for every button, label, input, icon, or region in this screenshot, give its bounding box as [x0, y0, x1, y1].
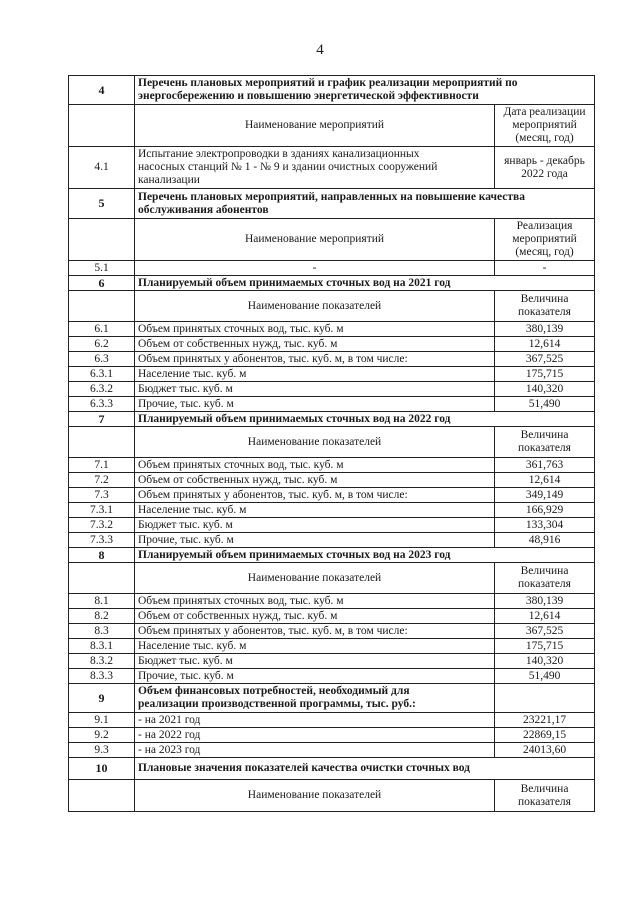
column-header-value: Реализация мероприятий (месяц, год) — [495, 219, 595, 261]
section-header — [69, 412, 595, 427]
column-header-value: Величина показателя — [495, 291, 595, 322]
section-header — [69, 189, 595, 219]
row-value: 133,304 — [495, 518, 595, 533]
column-header-row — [69, 105, 595, 147]
row-value: январь - декабрь 2022 года — [495, 147, 595, 189]
section-number: 10 — [69, 758, 135, 780]
row-number: 7.1 — [69, 458, 135, 473]
row-value: - — [495, 261, 595, 276]
table-row — [69, 367, 595, 382]
row-number: 7.3 — [69, 488, 135, 503]
row-name: Объем принятых сточных вод, тыс. куб. м — [135, 322, 495, 337]
row-number: 7.3.2 — [69, 518, 135, 533]
section-number: 8 — [69, 548, 135, 563]
section-title: Плановые значения показателей качества очистки сточных вод — [135, 758, 595, 780]
table-row — [69, 503, 595, 518]
row-number: 7.3.3 — [69, 533, 135, 548]
row-number: 8.3.1 — [69, 639, 135, 654]
column-header-value: Дата реализации мероприятий (месяц, год) — [495, 105, 595, 147]
row-number: 6.3.1 — [69, 367, 135, 382]
table-row — [69, 713, 595, 728]
row-name: Прочие, тыс. куб. м — [135, 669, 495, 684]
section-header — [69, 548, 595, 563]
row-name: - — [135, 261, 495, 276]
row-number: 6.3 — [69, 352, 135, 367]
row-value: 12,614 — [495, 473, 595, 488]
column-header-row — [69, 780, 595, 812]
row-value: 367,525 — [495, 624, 595, 639]
table-row — [69, 337, 595, 352]
row-number: 7.3.1 — [69, 503, 135, 518]
row-name: Население тыс. куб. м — [135, 639, 495, 654]
row-value: 22869,15 — [495, 728, 595, 743]
table-row — [69, 261, 595, 276]
row-number: 9.3 — [69, 743, 135, 758]
row-number: 7.2 — [69, 473, 135, 488]
row-name: Объем от собственных нужд, тыс. куб. м — [135, 609, 495, 624]
column-header-name: Наименование показателей — [135, 563, 495, 594]
row-number: 8.3 — [69, 624, 135, 639]
section-title: Планируемый объем принимаемых сточных вод на 2021 год — [135, 276, 595, 291]
row-name: Бюджет тыс. куб. м — [135, 518, 495, 533]
row-value: 166,929 — [495, 503, 595, 518]
row-name: Объем принятых сточных вод, тыс. куб. м — [135, 458, 495, 473]
column-header-row — [69, 219, 595, 261]
table-row — [69, 488, 595, 503]
section-title: Планируемый объем принимаемых сточных вод на 2023 год — [135, 548, 595, 563]
row-name: - на 2022 год — [135, 728, 495, 743]
table-row — [69, 533, 595, 548]
row-name: Прочие, тыс. куб. м — [135, 533, 495, 548]
column-header-value: Величина показателя — [495, 780, 595, 812]
section-title: Планируемый объем принимаемых сточных вод на 2022 год — [135, 412, 595, 427]
row-name: Объем от собственных нужд, тыс. куб. м — [135, 337, 495, 352]
row-number: 6.3.2 — [69, 382, 135, 397]
row-value: 24013,60 — [495, 743, 595, 758]
row-number: 8.3.3 — [69, 669, 135, 684]
row-name: Испытание электропроводки в зданиях канализационных насосных станций № 1 - № 9 и здании очистных сооружений канализации — [135, 147, 495, 189]
section-number: 9 — [69, 684, 135, 713]
row-value: 361,763 — [495, 458, 595, 473]
table-row — [69, 609, 595, 624]
section-title: Перечень плановых мероприятий и график реализации мероприятий по энергосбережению и повышению энергетической эффективности — [135, 76, 595, 105]
row-name: Прочие, тыс. куб. м — [135, 397, 495, 412]
row-name: Население тыс. куб. м — [135, 367, 495, 382]
row-number: 8.1 — [69, 594, 135, 609]
table-row — [69, 397, 595, 412]
table-row — [69, 639, 595, 654]
row-number: 9.2 — [69, 728, 135, 743]
table-row — [69, 322, 595, 337]
row-number: 8.3.2 — [69, 654, 135, 669]
row-value: 12,614 — [495, 609, 595, 624]
table-row — [69, 382, 595, 397]
row-value: 51,490 — [495, 397, 595, 412]
section-number: 7 — [69, 412, 135, 427]
row-number: 6.3.3 — [69, 397, 135, 412]
row-number: 8.2 — [69, 609, 135, 624]
column-header-name: Наименование мероприятий — [135, 219, 495, 261]
row-number: 9.1 — [69, 713, 135, 728]
column-header-value: Величина показателя — [495, 563, 595, 594]
row-value: 175,715 — [495, 639, 595, 654]
row-value: 380,139 — [495, 594, 595, 609]
column-header-name: Наименование показателей — [135, 780, 495, 812]
row-number: 5.1 — [69, 261, 135, 276]
table-row — [69, 669, 595, 684]
table-row — [69, 654, 595, 669]
table-row — [69, 473, 595, 488]
section-header — [69, 276, 595, 291]
table-row — [69, 624, 595, 639]
column-header-name: Наименование мероприятий — [135, 105, 495, 147]
row-value: 140,320 — [495, 382, 595, 397]
row-name: - на 2021 год — [135, 713, 495, 728]
row-value: 367,525 — [495, 352, 595, 367]
row-number: 6.2 — [69, 337, 135, 352]
column-header-row — [69, 427, 595, 458]
row-name: Объем принятых у абонентов, тыс. куб. м, в том числе: — [135, 488, 495, 503]
section-header — [69, 76, 595, 105]
table-row — [69, 518, 595, 533]
section-header — [69, 758, 595, 780]
row-name: Бюджет тыс. куб. м — [135, 654, 495, 669]
row-name: Объем принятых у абонентов, тыс. куб. м, в том числе: — [135, 352, 495, 367]
column-header-name: Наименование показателей — [135, 291, 495, 322]
row-number: 4.1 — [69, 147, 135, 189]
section-title: Объем финансовых потребностей, необходимый для реализации производственной программы, тыс. руб.: — [135, 684, 495, 713]
column-header-name: Наименование показателей — [135, 427, 495, 458]
row-name: Население тыс. куб. м — [135, 503, 495, 518]
table-row — [69, 352, 595, 367]
row-name: Объем принятых сточных вод, тыс. куб. м — [135, 594, 495, 609]
row-name: Объем от собственных нужд, тыс. куб. м — [135, 473, 495, 488]
section-number: 6 — [69, 276, 135, 291]
row-value: 23221,17 — [495, 713, 595, 728]
table-row — [69, 594, 595, 609]
row-value: 349,149 — [495, 488, 595, 503]
row-value: 48,916 — [495, 533, 595, 548]
table-row — [69, 743, 595, 758]
row-name: Объем принятых у абонентов, тыс. куб. м, в том числе: — [135, 624, 495, 639]
table-row — [69, 458, 595, 473]
column-header-row — [69, 291, 595, 322]
row-value: 140,320 — [495, 654, 595, 669]
row-name: Бюджет тыс. куб. м — [135, 382, 495, 397]
column-header-value: Величина показателя — [495, 427, 595, 458]
section-number: 5 — [69, 189, 135, 219]
row-value: 12,614 — [495, 337, 595, 352]
section-header — [69, 684, 595, 713]
page-number: 4 — [316, 42, 324, 58]
section-title: Перечень плановых мероприятий, направленных на повышение качества обслуживания абонентов — [135, 189, 595, 219]
row-value: 51,490 — [495, 669, 595, 684]
table-row — [69, 147, 595, 189]
table-row — [69, 728, 595, 743]
row-value: 380,139 — [495, 322, 595, 337]
row-value: 175,715 — [495, 367, 595, 382]
column-header-row — [69, 563, 595, 594]
row-number: 6.1 — [69, 322, 135, 337]
program-table — [68, 75, 595, 812]
section-number: 4 — [69, 76, 135, 105]
row-name: - на 2023 год — [135, 743, 495, 758]
